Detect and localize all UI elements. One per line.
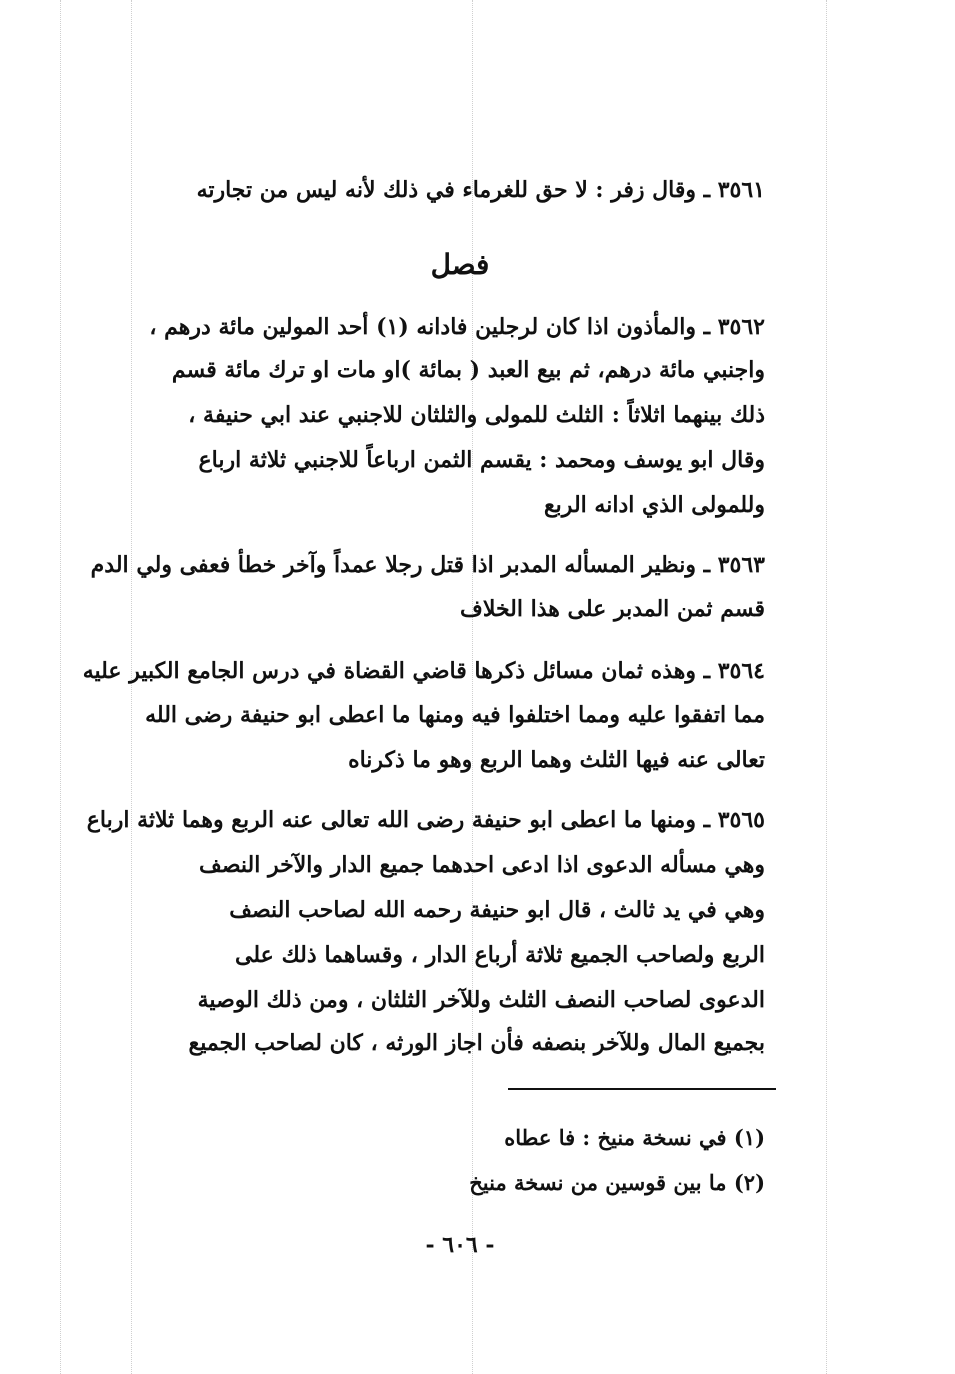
- entry-3563-line-2: قسم ثمن المدبر على هذا الخلاف: [460, 596, 765, 622]
- entry-3565-line-1: ٣٥٦٥ ـ ومنها ما اعطى ابو حنيفة رضى الله تعالى عنه الربع وهما ثلاثة ارباع: [86, 807, 765, 833]
- entry-3564-line-3: تعالى عنه فيها الثلث وهما الربع وهو ما ذكرناه: [348, 747, 765, 773]
- footnote-separator: [508, 1088, 776, 1090]
- section-heading: فصل: [430, 248, 490, 281]
- entry-3562-line-4: وقال ابو يوسف ومحمد : يقسم الثمن ارباعاً للاجنبي ثلاثة ارباع: [198, 447, 765, 473]
- entry-3565-line-6: بجميع المال وللآخر بنصفه فأن اجاز الورثه ، كان لصاحب الجميع: [188, 1030, 765, 1056]
- scan-artifact: [826, 0, 827, 1374]
- footnote-2: (٢) ما بين قوسين من نسخة منيخ: [469, 1170, 765, 1195]
- entry-3562-line-2: واجنبي مائة درهم، ثم بيع العبد ( بمائة )او مات او ترك مائة قسم: [171, 357, 765, 383]
- entry-3565-line-3: وهي في يد ثالث ، قال ابو حنيفة رحمه الله لصاحب النصف: [229, 897, 765, 923]
- entry-3562-line-5: وللمولى الذي ادانه الربع: [543, 492, 765, 518]
- entry-3563-line-1: ٣٥٦٣ ـ ونظير المسأله المدبر اذا قتل رجلا عمداً وآخر خطأ فعفى ولي الدم: [90, 552, 765, 578]
- scan-artifact: [131, 0, 132, 1374]
- scan-artifact: [472, 0, 473, 1374]
- entry-3565-line-4: الربع ولصاحب الجميع ثلاثة أرباع الدار ، وقساهما ذلك على: [235, 942, 765, 968]
- entry-3564-line-2: مما اتفقوا عليه ومما اختلفوا فيه ومنها ما اعطى ابو حنيفة رضى الله: [145, 702, 765, 728]
- scan-artifact: [60, 0, 61, 1374]
- entry-3564-line-1: ٣٥٦٤ ـ وهذه ثمان مسائل ذكرها قاضي القضاة في درس الجامع الكبير عليه: [82, 658, 765, 684]
- entry-3562-line-3: ذلك بينهما اثلاثاً : الثلث للمولى والثلثان للاجنبي عند ابي حنيفة ،: [188, 402, 765, 428]
- page-number: - ٦٠٦ -: [425, 1232, 495, 1258]
- entry-3562-line-1: ٣٥٦٢ ـ والمأذون اذا كان لرجلين فادانه (١) أحد المولين مائة درهم ،: [149, 314, 765, 340]
- footnote-1: (١) في نسخة منيخ : فا عطاه: [504, 1125, 765, 1150]
- entry-3565-line-2: وهي مسأله الدعوى اذا ادعى احدهما جميع الدار والآخر النصف: [199, 852, 765, 878]
- entry-3561-line-1: ٣٥٦١ ـ وقال زفر : لا حق للغرماء في ذلك لأنه ليس من تجارته: [196, 177, 765, 203]
- entry-3565-line-5: الدعوى لصاحب النصف الثلث وللآخر الثلثان ، ومن ذلك الوصية: [197, 987, 765, 1013]
